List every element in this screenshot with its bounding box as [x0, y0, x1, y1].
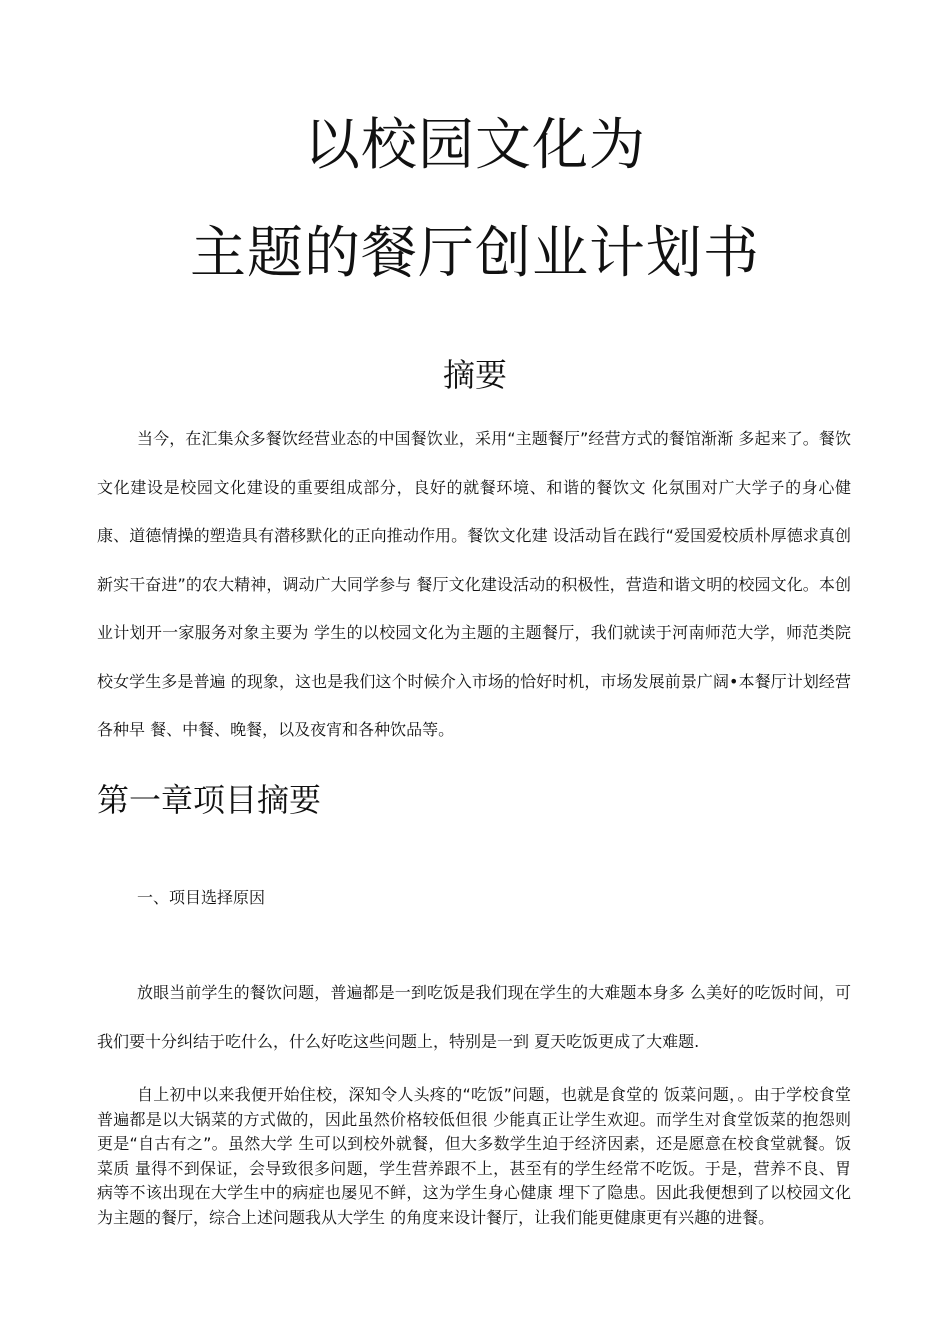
- abstract-heading: 摘要: [442, 356, 507, 394]
- reason-paragraph: 放眼当前学生的餐饮问题，普遍都是一到吃饭是我们现在学生的大难题本身多 么美好的吃饭时间，可我们要十分纠结于吃什么，什么好吃这些问题上，特别是一到 夏天吃饭更成了大难题.: [97, 983, 851, 1051]
- section-heading: 一、项目选择原因: [137, 888, 266, 907]
- chapter-heading: 第一章项目摘要: [97, 781, 322, 819]
- document-title-line-2: 主题的餐厅创业计划书: [190, 221, 760, 286]
- detail-paragraph: 自上初中以来我便开始住校，深知令人头疼的“吃饭”问题，也就是食堂的 饭菜问题，。由于学校食堂普遍都是以大锅菜的方式做的，因此虽然价格较低但很 少能真正让学生欢迎。而学生对食堂饭菜的抱怨则更是“自古有之”。虽然大学 生可以到校外就餐，但大多数学生迫于经济因素，还是愿意在校食堂就餐。饭菜质 量得不到保证，会导致很多问题，学生营养跟不上，甚至有的学生经常不吃饭。于是，营养不良、胃病等不该出现在大学生中的病症也屡见不鲜，这为学生身心健康 埋下了隐患。因此我便想到了以校园文化为主题的餐厅，综合上述问题我从大学生 的角度来设计餐厅，让我们能更健康更有兴趣的进餐。: [97, 1085, 851, 1227]
- abstract-paragraph: 当今，在汇集众多餐饮经营业态的中国餐饮业，采用“主题餐厅”经营方式的餐馆渐渐 多起来了。餐饮文化建设是校园文化建设的重要组成部分，良好的就餐环境、和谐的餐饮文 化氛围对广大学子的身心健康、道德情操的塑造具有潜移默化的正向推动作用。餐饮文化建 设活动旨在践行“爱国爱校质朴厚德求真创新实干奋进”的农大精神，调动广大同学参与 餐厅文化建设活动的积极性，营造和谐文明的校园文化。本创业计划开一家服务对象主要为 学生的以校园文化为主题的主题餐厅，我们就读于河南师范大学，师范类院校女学生多是普遍 的现象，这也是我们这个时候介入市场的恰好时机，市场发展前景广阔•本餐厅计划经营各种早 餐、中餐、晚餐，以及夜宵和各种饮品等。: [97, 429, 851, 739]
- document-title-line-1: 以校园文化为: [304, 113, 646, 178]
